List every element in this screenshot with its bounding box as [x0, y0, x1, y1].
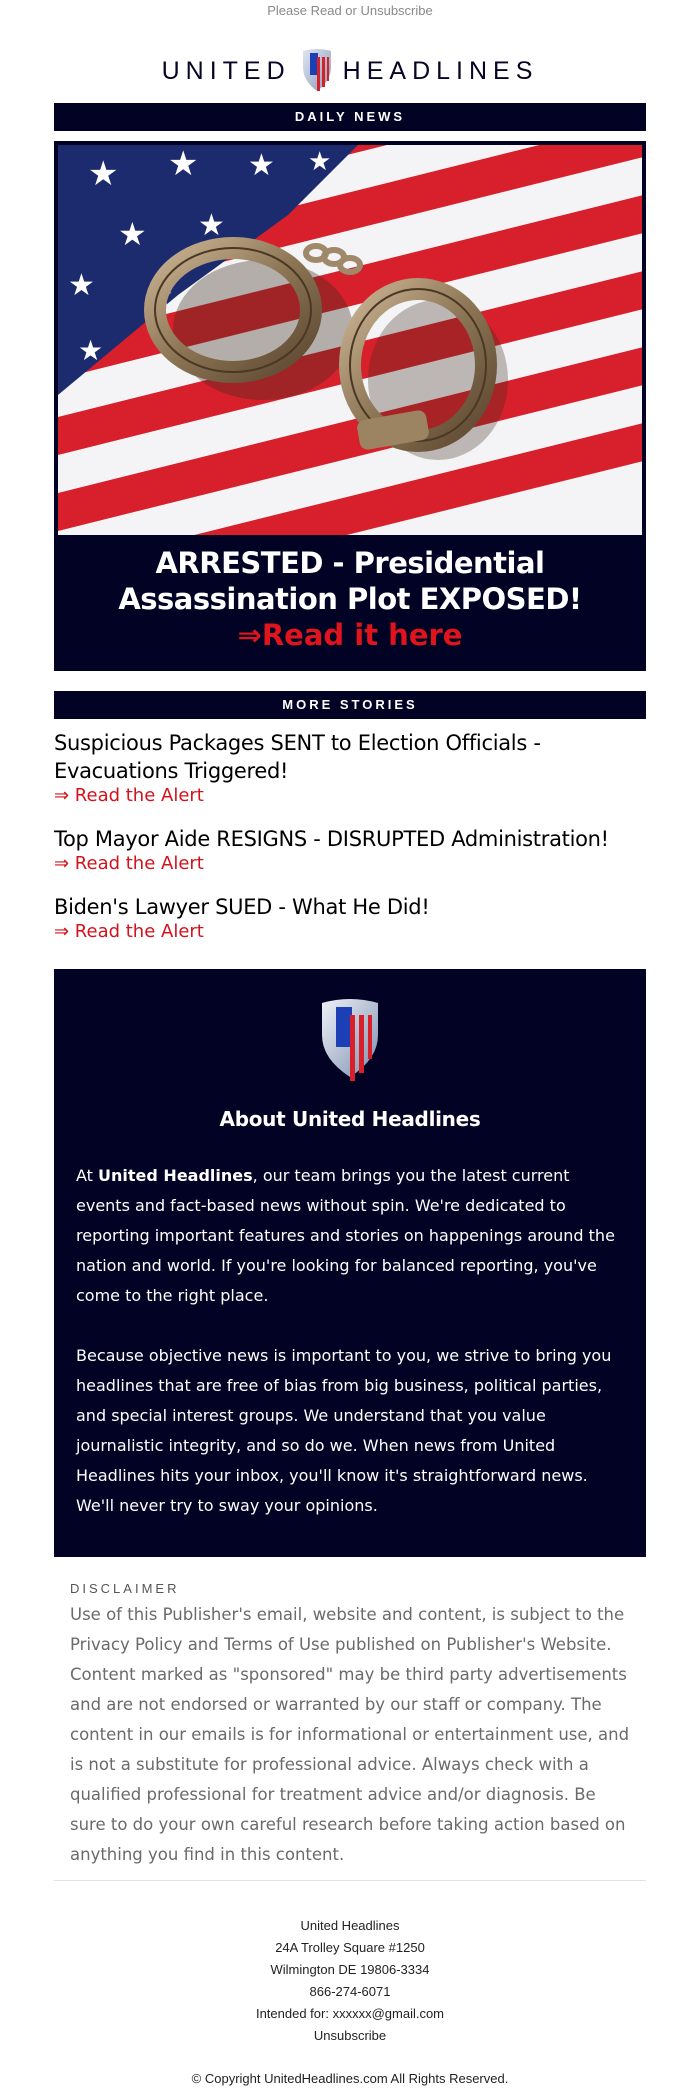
disclaimer-text: Use of this Publisher's email, website and content, is subject to the Privacy Policy and Terms of Use published on Publisher's Website. Content marked as "sponsored" may be third party advertisements and are not endorsed or warranted by our staff or company. The content in our emails is for informational or entertainment use, and is not a substitute for professional advice. Always check with a qualified professional for treatment advice and/or diagnosis. Be sure to do your own careful research before taking action based on anything you find in this content.	[70, 1605, 630, 1864]
footer	[0, 1915, 700, 2047]
brand-header[interactable]	[0, 39, 700, 103]
hero-story[interactable]	[54, 141, 646, 671]
read-alert-link[interactable]: ⇒ Read the Alert	[54, 921, 204, 942]
divider	[54, 1880, 646, 1881]
svg-text:★: ★	[308, 147, 332, 177]
brand-word-headlines: HEADLINES	[342, 56, 539, 85]
more-stories-bar: MORE STORIES	[54, 691, 646, 719]
hero-headline[interactable]: ARRESTED - Presidential Assassination Plot EXPOSED!	[118, 546, 582, 616]
about-prefix: At	[76, 1166, 99, 1185]
story-title[interactable]: Biden's Lawyer SUED - What He Did!	[54, 895, 430, 919]
unsubscribe-link[interactable]: Unsubscribe	[313, 2028, 387, 2043]
about-title: About United Headlines	[219, 1107, 481, 1131]
about-section	[54, 969, 646, 1557]
footer-address-1: 24A Trolley Square #1250	[275, 1940, 425, 1955]
shield-logo-icon	[301, 47, 333, 95]
shield-logo-icon	[320, 997, 380, 1085]
story-list	[54, 729, 646, 943]
read-or-unsubscribe-link[interactable]: Please Read or Unsubscribe	[267, 3, 433, 18]
story-title[interactable]: Top Mayor Aide RESIGNS - DISRUPTED Administration!	[54, 827, 609, 851]
about-paragraph-2: Because objective news is important to you, we strive to bring you headlines that are free of bias from big business, political parties, and special interest groups. We understand that you value journalistic integrity, and so do we. When news from United Headlines hits your inbox, you'll know it's straightforward news. We'll never try to sway your opinions.	[76, 1346, 612, 1515]
svg-text:★: ★	[68, 268, 95, 303]
read-alert-link[interactable]: ⇒ Read the Alert	[54, 853, 204, 874]
story-item	[54, 729, 646, 807]
disclaimer	[70, 1581, 630, 1870]
disclaimer-heading: DISCLAIMER	[70, 1581, 180, 1596]
svg-text:★: ★	[78, 334, 104, 367]
svg-text:★: ★	[148, 279, 174, 312]
svg-text:★: ★	[168, 145, 199, 184]
footer-company: United Headlines	[300, 1918, 400, 1933]
story-title[interactable]: Suspicious Packages SENT to Election Officials - Evacuations Triggered!	[54, 731, 541, 783]
story-item	[54, 893, 646, 943]
about-p1-text: , our team brings you the latest current events and fact-based news without spin. We're dedicated to reporting important features and stories on happenings around the nation and world. If you're looking for balanced reporting, you've come to the right place.	[76, 1166, 615, 1305]
story-item	[54, 825, 646, 875]
copyright: © Copyright UnitedHeadlines.com All Rights Reserved.	[191, 2071, 509, 2086]
hero-read-link[interactable]: ⇒Read it here	[237, 618, 463, 652]
about-brand-bold: United Headlines	[98, 1166, 253, 1185]
footer-address-2: Wilmington DE 19806-3334	[270, 1962, 430, 1977]
svg-text:★: ★	[118, 215, 147, 253]
brand-word-united: UNITED	[161, 56, 291, 85]
footer-intended-for: Intended for: xxxxxx@gmail.com	[255, 2006, 445, 2021]
about-paragraph-1	[76, 1161, 624, 1311]
svg-text:★: ★	[248, 148, 275, 183]
footer-phone: 866-274-6071	[309, 1984, 391, 1999]
read-alert-link[interactable]: ⇒ Read the Alert	[54, 785, 204, 806]
handcuffs-on-flag-image[interactable]	[58, 145, 642, 535]
svg-text:★: ★	[88, 154, 119, 194]
daily-news-bar: DAILY NEWS	[54, 103, 646, 131]
svg-text:★: ★	[198, 208, 225, 243]
